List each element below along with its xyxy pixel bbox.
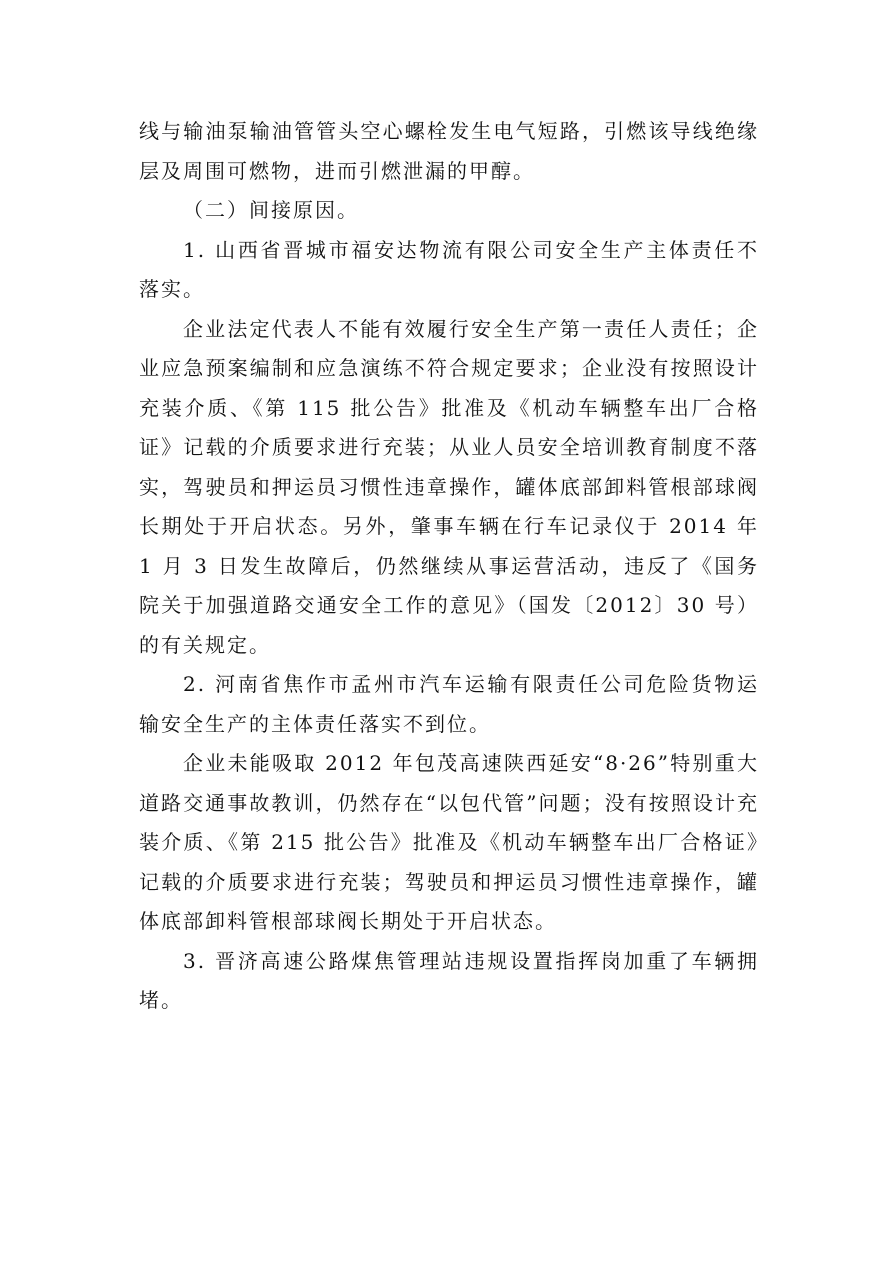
item-1-title: 1. 山西省晋城市福安达物流有限公司安全生产主体责任不落实。 (139, 237, 759, 301)
item-1-body: 企业法定代表人不能有效履行安全生产第一责任人责任；企业应急预案编制和应急演练不符合规定要求；企业没有按照设计充装介质、《第 115 批公告》批准及《机动车辆整车出厂合格证》记载的介质要求进行充装；从业人员安全培训教育制度不落实，驾驶员和押运员习惯性违章操作，罐体底部卸料管根部球阀长期处于开启状态。另外，肇事车辆在行车记录仪于 2014 年 1 月 3 日发生故障后，仍然继续从事运营活动，违反了《国务院关于加强道路交通安全工作的意见》（国发〔2012〕30 号）的有关规定。 (139, 316, 759, 657)
item-2-title: 2. 河南省焦作市孟州市汽车运输有限责任公司危险货物运输安全生产的主体责任落实不到位。 (139, 672, 759, 736)
paragraph-continued: 线与输油泵输油管管头空心螺栓发生电气短路，引燃该导线绝缘层及周围可燃物，进而引燃泄漏的甲醇。 (139, 119, 759, 183)
item-2-body: 企业未能吸取 2012 年包茂高速陕西延安“8·26”特别重大道路交通事故教训，仍然存在“以包代管”问题；没有按照设计充装介质、《第 215 批公告》批准及《机动车辆整车出厂合格证》记载的介质要求进行充装；驾驶员和押运员习惯性违章操作，罐体底部卸料管根部球阀长期处于开启状态。 (139, 751, 759, 933)
item-3-title: 3. 晋济高速公路煤焦管理站违规设置指挥岗加重了车辆拥堵。 (139, 948, 759, 1012)
section-heading-indirect-causes: （二）间接原因。 (183, 198, 359, 222)
document-body (139, 112, 759, 1021)
